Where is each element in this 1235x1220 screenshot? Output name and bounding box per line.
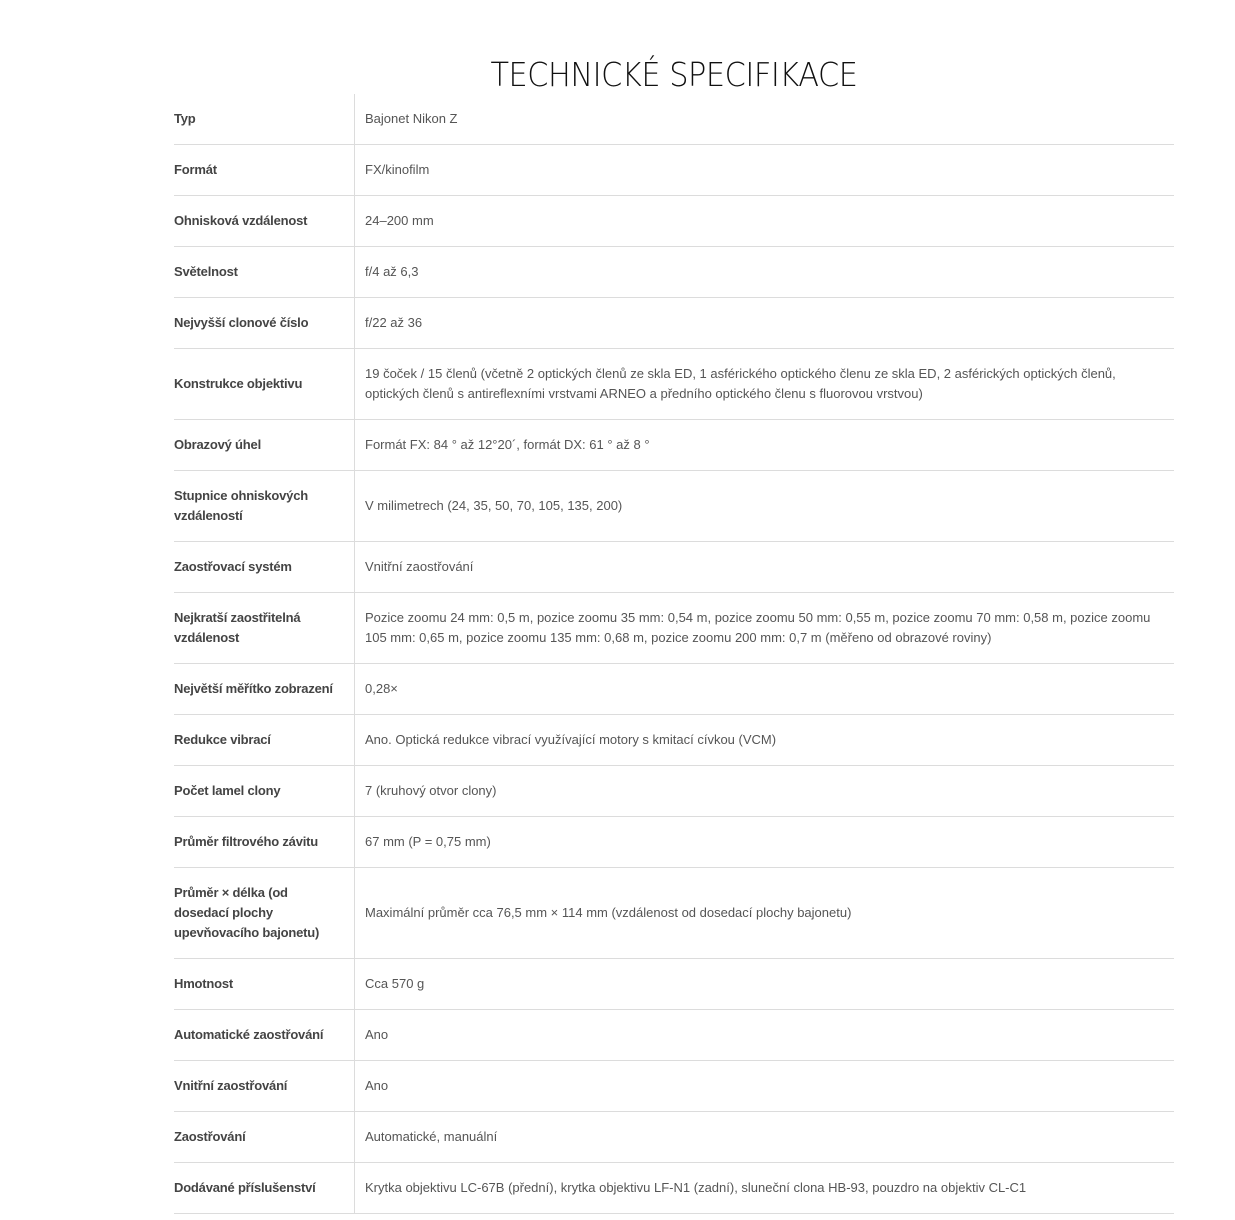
spec-row [174,1112,1174,1163]
spec-label: Dodávané příslušenství [174,1163,355,1214]
spec-value: 0,28× [355,664,1175,715]
spec-row [174,593,1174,664]
spec-value: V milimetrech (24, 35, 50, 70, 105, 135, 200) [355,471,1175,542]
spec-value: Pozice zoomu 24 mm: 0,5 m, pozice zoomu 35 mm: 0,54 m, pozice zoomu 50 mm: 0,55 m, pozice zoomu 70 mm: 0,58 m, pozice zoomu 105 mm: 0,65 m, pozice zoomu 135 mm: 0,68 m, pozice zoomu 200 mm: 0,7 m (měřeno od obrazové roviny) [355,593,1175,664]
spec-row [174,247,1174,298]
spec-value: Formát FX: 84 ° až 12°20´, formát DX: 61 ° až 8 ° [355,420,1175,471]
spec-row [174,664,1174,715]
spec-value: Cca 570 g [355,959,1175,1010]
spec-value: Krytka objektivu LC-67B (přední), krytka objektivu LF-N1 (zadní), sluneční clona HB-93, pouzdro na objektiv CL-C1 [355,1163,1175,1214]
spec-label: Zaostřovací systém [174,542,355,593]
spec-value: Ano [355,1010,1175,1061]
spec-value: Ano [355,1061,1175,1112]
spec-row [174,471,1174,542]
spec-value: f/22 až 36 [355,298,1175,349]
spec-value: f/4 až 6,3 [355,247,1175,298]
spec-row [174,298,1174,349]
spec-label: Konstrukce objektivu [174,349,355,420]
spec-value: 67 mm (P = 0,75 mm) [355,817,1175,868]
spec-row [174,817,1174,868]
spec-label: Obrazový úhel [174,420,355,471]
spec-value: Vnitřní zaostřování [355,542,1175,593]
spec-row [174,868,1174,959]
spec-value: Bajonet Nikon Z [355,94,1175,145]
spec-label: Redukce vibrací [174,715,355,766]
spec-label: Stupnice ohniskových vzdáleností [174,471,355,542]
page-title: TECHNICKÉ SPECIFIKACE [490,55,858,95]
spec-label: Hmotnost [174,959,355,1010]
spec-label: Světelnost [174,247,355,298]
spec-label: Vnitřní zaostřování [174,1061,355,1112]
spec-row [174,349,1174,420]
spec-row [174,1010,1174,1061]
spec-value: 19 čoček / 15 členů (včetně 2 optických členů ze skla ED, 1 asférického optického členu ze skla ED, 2 asférických optických členů, optických členů s antireflexními vrstvami ARNEO a předního optického členu s fluorovou vrstvou) [355,349,1175,420]
spec-value: FX/kinofilm [355,145,1175,196]
spec-row [174,766,1174,817]
spec-value: Automatické, manuální [355,1112,1175,1163]
spec-label: Průměr filtrového závitu [174,817,355,868]
spec-row [174,196,1174,247]
spec-table [174,94,1174,1214]
spec-label: Typ [174,94,355,145]
spec-row [174,1061,1174,1112]
spec-value: 24–200 mm [355,196,1175,247]
spec-label: Zaostřování [174,1112,355,1163]
spec-row [174,420,1174,471]
spec-value: Maximální průměr cca 76,5 mm × 114 mm (vzdálenost od dosedací plochy bajonetu) [355,868,1175,959]
spec-label: Formát [174,145,355,196]
spec-row [174,94,1174,145]
spec-value: 7 (kruhový otvor clony) [355,766,1175,817]
spec-label: Počet lamel clony [174,766,355,817]
spec-label: Nejvyšší clonové číslo [174,298,355,349]
spec-value: Ano. Optická redukce vibrací využívající motory s kmitací cívkou (VCM) [355,715,1175,766]
spec-label: Automatické zaostřování [174,1010,355,1061]
spec-row [174,959,1174,1010]
spec-label: Největší měřítko zobrazení [174,664,355,715]
spec-row [174,145,1174,196]
spec-label: Průměr × délka (od dosedací plochy upevňovacího bajonetu) [174,868,355,959]
spec-row [174,542,1174,593]
spec-row [174,715,1174,766]
spec-row [174,1163,1174,1214]
spec-label: Ohnisková vzdálenost [174,196,355,247]
spec-label: Nejkratší zaostřitelná vzdálenost [174,593,355,664]
